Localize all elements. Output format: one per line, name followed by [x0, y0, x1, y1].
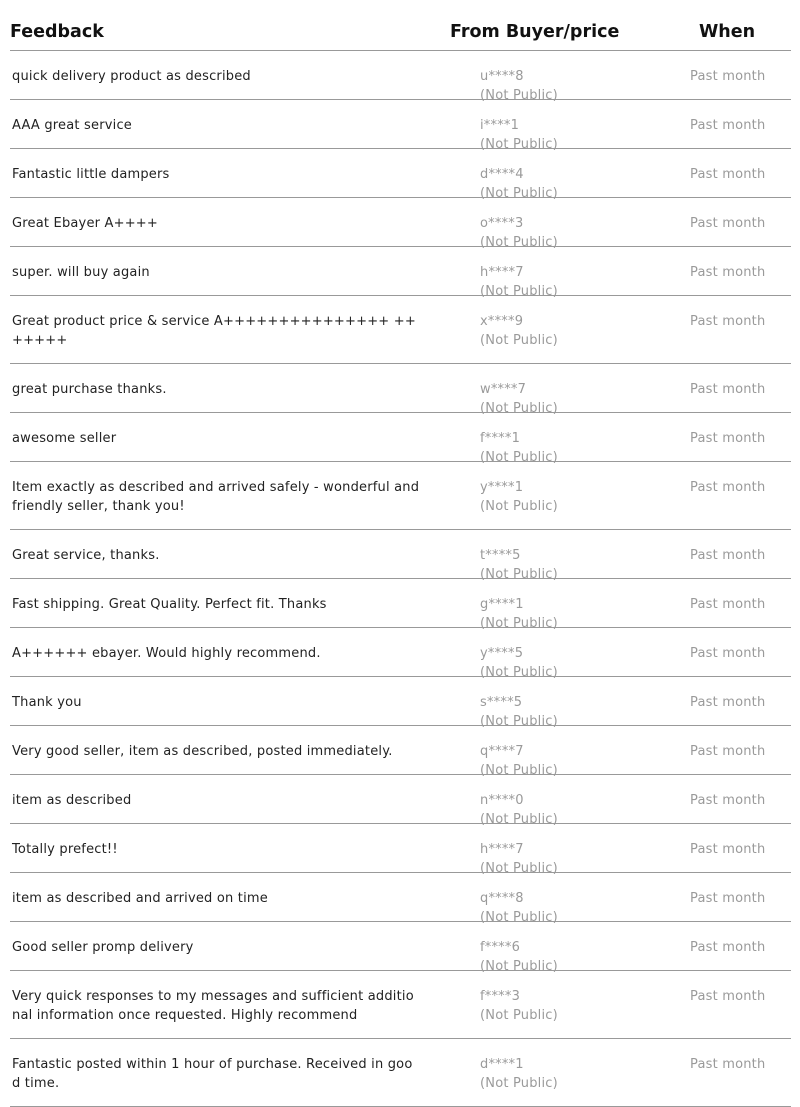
buyer-id: w****7: [480, 382, 527, 397]
feedback-time: Past month: [690, 314, 766, 329]
price-visibility: (Not Public): [480, 910, 558, 925]
buyer-id: y****1: [480, 480, 524, 495]
price-visibility: (Not Public): [480, 284, 558, 299]
price-visibility: (Not Public): [480, 1008, 558, 1023]
feedback-table: [10, 0, 791, 1107]
feedback-time: Past month: [690, 382, 766, 397]
feedback-comment: AAA great service: [12, 118, 133, 133]
price-visibility: (Not Public): [480, 1076, 558, 1091]
feedback-time: Past month: [690, 744, 766, 759]
feedback-time: Past month: [690, 265, 766, 280]
feedback-comment: Very quick responses to my messages and sufficient additional information once requested. Highly recommend: [12, 989, 414, 1023]
table-row: [10, 198, 791, 250]
feedback-time: Past month: [690, 891, 766, 906]
buyer-id: t****5: [480, 548, 521, 563]
table-row: [10, 296, 791, 364]
feedback-time: Past month: [690, 695, 766, 710]
table-row: [10, 364, 791, 416]
buyer-id: x****9: [480, 314, 524, 329]
price-visibility: (Not Public): [480, 88, 558, 103]
feedback-comment: A++++++ ebayer. Would highly recommend.: [12, 646, 321, 661]
price-visibility: (Not Public): [480, 499, 558, 514]
price-visibility: (Not Public): [480, 186, 558, 201]
buyer-id: f****6: [480, 940, 521, 955]
buyer-id: u****8: [480, 69, 524, 84]
column-header-feedback: Feedback: [10, 22, 104, 42]
buyer-cell: [480, 478, 558, 516]
buyer-id: d****4: [480, 167, 524, 182]
feedback-time: Past month: [690, 989, 766, 1004]
price-visibility: (Not Public): [480, 763, 558, 778]
feedback-comment: great purchase thanks.: [12, 382, 167, 397]
table-row: [10, 51, 791, 103]
feedback-time: Past month: [690, 216, 766, 231]
buyer-id: q****7: [480, 744, 524, 759]
feedback-comment: Thank you: [12, 695, 82, 710]
feedback-comment: Totally prefect!!: [12, 842, 118, 857]
price-visibility: (Not Public): [480, 401, 558, 416]
feedback-comment: Fantastic little dampers: [12, 167, 170, 182]
feedback-comment: Fantastic posted within 1 hour of purchase. Received in good time.: [12, 1057, 413, 1091]
table-row: [10, 775, 791, 827]
price-visibility: (Not Public): [480, 450, 558, 465]
feedback-comment: Great Ebayer A++++: [12, 216, 158, 231]
feedback-time: Past month: [690, 69, 766, 84]
feedback-rows: [10, 51, 791, 1107]
buyer-id: s****5: [480, 695, 523, 710]
price-visibility: (Not Public): [480, 616, 558, 631]
table-row: [10, 247, 791, 299]
price-visibility: (Not Public): [480, 959, 558, 974]
price-visibility: (Not Public): [480, 714, 558, 729]
feedback-time: Past month: [690, 480, 766, 495]
price-visibility: (Not Public): [480, 333, 558, 348]
feedback-time: Past month: [690, 842, 766, 857]
price-visibility: (Not Public): [480, 665, 558, 680]
feedback-comment: Good seller promp delivery: [12, 940, 194, 955]
price-visibility: (Not Public): [480, 861, 558, 876]
feedback-time: Past month: [690, 1057, 766, 1072]
feedback-time: Past month: [690, 118, 766, 133]
feedback-comment: quick delivery product as described: [12, 69, 251, 84]
table-row: [10, 530, 791, 582]
feedback-comment: item as described: [12, 793, 132, 808]
price-visibility: (Not Public): [480, 137, 558, 152]
buyer-id: f****3: [480, 989, 521, 1004]
feedback-time: Past month: [690, 940, 766, 955]
table-row: [10, 100, 791, 152]
price-visibility: (Not Public): [480, 812, 558, 827]
table-row: [10, 579, 791, 631]
table-row: [10, 726, 791, 778]
table-row: [10, 922, 791, 974]
feedback-comment: Great service, thanks.: [12, 548, 160, 563]
table-row: [10, 628, 791, 680]
feedback-time: Past month: [690, 167, 766, 182]
feedback-time: Past month: [690, 597, 766, 612]
table-row: [10, 824, 791, 876]
buyer-id: y****5: [480, 646, 524, 661]
feedback-time: Past month: [690, 646, 766, 661]
feedback-time: Past month: [690, 431, 766, 446]
column-header-when: When: [699, 22, 756, 42]
feedback-time: Past month: [690, 548, 766, 563]
buyer-cell: [480, 1055, 558, 1093]
feedback-comment: Great product price & service A+++++++++++++++ +++++++: [12, 314, 416, 348]
feedback-comment: awesome seller: [12, 431, 117, 446]
buyer-id: n****0: [480, 793, 524, 808]
table-row: [10, 149, 791, 201]
table-row: [10, 462, 791, 530]
buyer-id: h****7: [480, 265, 524, 280]
feedback-comment: Very good seller, item as described, posted immediately.: [12, 744, 393, 759]
feedback-comment: Fast shipping. Great Quality. Perfect fit. Thanks: [12, 597, 327, 612]
buyer-id: g****1: [480, 597, 524, 612]
table-header: [10, 0, 791, 51]
price-visibility: (Not Public): [480, 235, 558, 250]
feedback-comment: Item exactly as described and arrived safely - wonderful and friendly seller, thank you!: [12, 480, 420, 514]
buyer-id: o****3: [480, 216, 524, 231]
buyer-id: f****1: [480, 431, 521, 446]
table-row: [10, 677, 791, 729]
buyer-id: i****1: [480, 118, 520, 133]
buyer-id: h****7: [480, 842, 524, 857]
table-row: [10, 971, 791, 1039]
feedback-time: Past month: [690, 793, 766, 808]
buyer-id: d****1: [480, 1057, 524, 1072]
feedback-comment: super. will buy again: [12, 265, 150, 280]
buyer-cell: [480, 312, 558, 350]
table-row: [10, 413, 791, 465]
table-row: [10, 873, 791, 925]
feedback-comment: item as described and arrived on time: [12, 891, 268, 906]
column-header-from-buyer-price: From Buyer/price: [450, 22, 620, 42]
buyer-cell: [480, 987, 558, 1025]
price-visibility: (Not Public): [480, 567, 558, 582]
table-row: [10, 1039, 791, 1107]
buyer-id: q****8: [480, 891, 524, 906]
